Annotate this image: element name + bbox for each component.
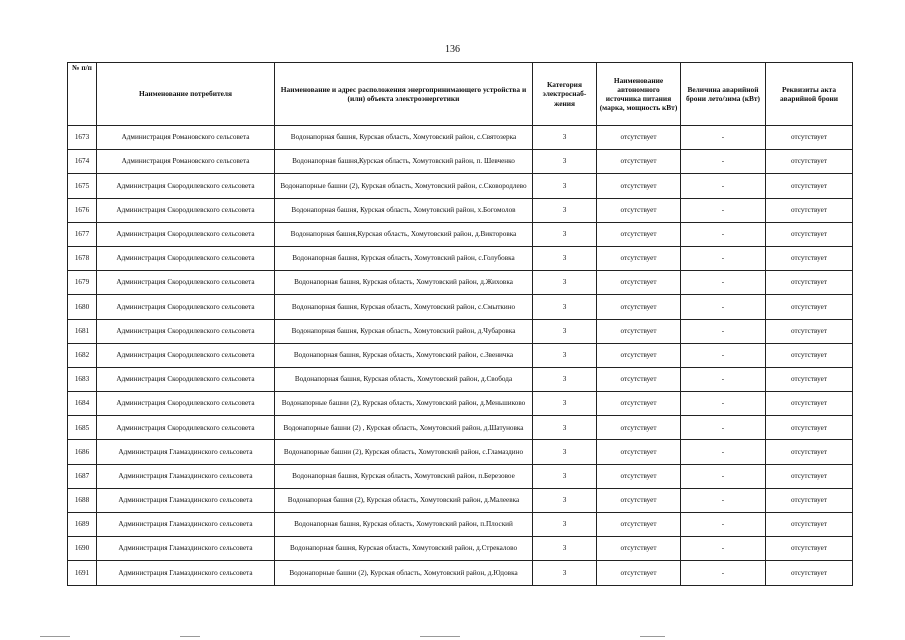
act-details: отсутствует	[766, 319, 853, 343]
table-body	[68, 126, 853, 586]
supply-category: 3	[533, 392, 597, 416]
autonomous-source: отсутствует	[597, 537, 681, 561]
table-row	[68, 513, 853, 537]
row-number: 1686	[68, 440, 97, 464]
consumer-name: Администрация Скородилевского сельсовета	[97, 392, 275, 416]
reserve-value: -	[681, 126, 766, 150]
consumer-name: Администрация Скородилевского сельсовета	[97, 246, 275, 270]
reserve-value: -	[681, 150, 766, 174]
table-row	[68, 440, 853, 464]
reserve-value: -	[681, 174, 766, 198]
object-address: Водонапорная башня (2), Курская область, Хомутовский район, д.Малеевка	[275, 488, 533, 512]
autonomous-source: отсутствует	[597, 343, 681, 367]
supply-category: 3	[533, 271, 597, 295]
supply-category: 3	[533, 246, 597, 270]
reserve-value: -	[681, 488, 766, 512]
row-number: 1689	[68, 513, 97, 537]
reserve-value: -	[681, 392, 766, 416]
object-address: Водонапорные башни (2), Курская область, Хомутовский район, с.Сковородлево	[275, 174, 533, 198]
header-object: Наименование и адрес расположения энергопринимающего устройства и (или) объекта электроэнергетики	[275, 63, 533, 126]
autonomous-source: отсутствует	[597, 126, 681, 150]
object-address: Водонапорная башня,Курская область, Хомутовский район, д.Викторовка	[275, 222, 533, 246]
consumer-name: Администрация Гламаздинского сельсовета	[97, 561, 275, 585]
table-row	[68, 319, 853, 343]
autonomous-source: отсутствует	[597, 440, 681, 464]
header-num: № п/п	[68, 63, 97, 126]
reserve-value: -	[681, 537, 766, 561]
table-header-row	[68, 63, 853, 126]
header-consumer: Наименование потребителя	[97, 63, 275, 126]
row-number: 1685	[68, 416, 97, 440]
row-number: 1690	[68, 537, 97, 561]
act-details: отсутствует	[766, 222, 853, 246]
object-address: Водонапорная башня, Курская область, Хомутовский район, х.Богомолов	[275, 198, 533, 222]
row-number: 1677	[68, 222, 97, 246]
supply-category: 3	[533, 150, 597, 174]
autonomous-source: отсутствует	[597, 416, 681, 440]
reserve-value: -	[681, 561, 766, 585]
table-row	[68, 198, 853, 222]
page-number: 136	[445, 44, 460, 55]
autonomous-source: отсутствует	[597, 174, 681, 198]
act-details: отсутствует	[766, 271, 853, 295]
header-reserve: Величина аварийной брони лето/зима (кВт)	[681, 63, 766, 126]
supply-category: 3	[533, 126, 597, 150]
header-source: Наименование автономного источника питания (марка, мощность кВт)	[597, 63, 681, 126]
act-details: отсутствует	[766, 537, 853, 561]
row-number: 1687	[68, 464, 97, 488]
row-number: 1680	[68, 295, 97, 319]
supply-category: 3	[533, 343, 597, 367]
autonomous-source: отсутствует	[597, 246, 681, 270]
supply-category: 3	[533, 488, 597, 512]
autonomous-source: отсутствует	[597, 513, 681, 537]
consumer-name: Администрация Скородилевского сельсовета	[97, 174, 275, 198]
reserve-value: -	[681, 513, 766, 537]
supply-category: 3	[533, 222, 597, 246]
act-details: отсутствует	[766, 295, 853, 319]
autonomous-source: отсутствует	[597, 464, 681, 488]
act-details: отсутствует	[766, 246, 853, 270]
table-row	[68, 246, 853, 270]
act-details: отсутствует	[766, 343, 853, 367]
object-address: Водонапорные башни (2), Курская область, Хомутовский район, д.Меньшиково	[275, 392, 533, 416]
consumer-name: Администрация Гламаздинского сельсовета	[97, 440, 275, 464]
row-number: 1673	[68, 126, 97, 150]
row-number: 1682	[68, 343, 97, 367]
reserve-value: -	[681, 440, 766, 464]
table-row	[68, 343, 853, 367]
autonomous-source: отсутствует	[597, 295, 681, 319]
object-address: Водонапорная башня, Курская область, Хомутовский район, п.Плоский	[275, 513, 533, 537]
table-row	[68, 174, 853, 198]
supply-category: 3	[533, 198, 597, 222]
table-row	[68, 271, 853, 295]
autonomous-source: отсутствует	[597, 271, 681, 295]
reserve-value: -	[681, 295, 766, 319]
act-details: отсутствует	[766, 126, 853, 150]
autonomous-source: отсутствует	[597, 198, 681, 222]
supply-category: 3	[533, 561, 597, 585]
supply-category: 3	[533, 464, 597, 488]
consumer-name: Администрация Скородилевского сельсовета	[97, 416, 275, 440]
reserve-registry-table	[67, 62, 853, 586]
table-row	[68, 295, 853, 319]
table-row	[68, 367, 853, 391]
table-row	[68, 126, 853, 150]
consumer-name: Администрация Скородилевского сельсовета	[97, 222, 275, 246]
object-address: Водонапорная башня,Курская область, Хомутовский район, п. Шевченко	[275, 150, 533, 174]
table-row	[68, 416, 853, 440]
autonomous-source: отсутствует	[597, 319, 681, 343]
supply-category: 3	[533, 319, 597, 343]
consumer-name: Администрация Скородилевского сельсовета	[97, 271, 275, 295]
object-address: Водонапорная башня, Курская область, Хомутовский район, д.Жиховка	[275, 271, 533, 295]
supply-category: 3	[533, 513, 597, 537]
object-address: Водонапорная башня, Курская область, Хомутовский район, с.Святозерка	[275, 126, 533, 150]
supply-category: 3	[533, 416, 597, 440]
reserve-value: -	[681, 246, 766, 270]
reserve-value: -	[681, 367, 766, 391]
act-details: отсутствует	[766, 440, 853, 464]
row-number: 1681	[68, 319, 97, 343]
table-row	[68, 150, 853, 174]
reserve-value: -	[681, 198, 766, 222]
row-number: 1684	[68, 392, 97, 416]
header-category: Категория электроснаб-жения	[533, 63, 597, 126]
act-details: отсутствует	[766, 513, 853, 537]
row-number: 1675	[68, 174, 97, 198]
supply-category: 3	[533, 174, 597, 198]
autonomous-source: отсутствует	[597, 222, 681, 246]
act-details: отсутствует	[766, 150, 853, 174]
consumer-name: Администрация Романовского сельсовета	[97, 150, 275, 174]
autonomous-source: отсутствует	[597, 488, 681, 512]
object-address: Водонапорная башня, Курская область, Хомутовский район, с.Смыткино	[275, 295, 533, 319]
consumer-name: Администрация Романовского сельсовета	[97, 126, 275, 150]
object-address: Водонапорные башни (2) , Курская область, Хомутовский район, д.Шатуновка	[275, 416, 533, 440]
object-address: Водонапорная башня, Курская область, Хомутовский район, с.Звеничка	[275, 343, 533, 367]
reserve-value: -	[681, 319, 766, 343]
table-row	[68, 222, 853, 246]
act-details: отсутствует	[766, 174, 853, 198]
consumer-name: Администрация Скородилевского сельсовета	[97, 198, 275, 222]
object-address: Водонапорная башня, Курская область, Хомутовский район, п.Березовое	[275, 464, 533, 488]
row-number: 1674	[68, 150, 97, 174]
consumer-name: Администрация Гламаздинского сельсовета	[97, 513, 275, 537]
row-number: 1676	[68, 198, 97, 222]
reserve-value: -	[681, 271, 766, 295]
reserve-value: -	[681, 464, 766, 488]
consumer-name: Администрация Гламаздинского сельсовета	[97, 537, 275, 561]
table-row	[68, 464, 853, 488]
act-details: отсутствует	[766, 392, 853, 416]
table-row	[68, 392, 853, 416]
header-act: Реквизиты акта аварийной брони	[766, 63, 853, 126]
supply-category: 3	[533, 295, 597, 319]
consumer-name: Администрация Скородилевского сельсовета	[97, 319, 275, 343]
act-details: отсутствует	[766, 488, 853, 512]
act-details: отсутствует	[766, 464, 853, 488]
act-details: отсутствует	[766, 367, 853, 391]
reserve-value: -	[681, 343, 766, 367]
table-row	[68, 537, 853, 561]
scan-edge-marks	[0, 634, 905, 638]
object-address: Водонапорная башня, Курская область, Хомутовский район, с.Голубовка	[275, 246, 533, 270]
reserve-value: -	[681, 416, 766, 440]
act-details: отсутствует	[766, 416, 853, 440]
row-number: 1691	[68, 561, 97, 585]
autonomous-source: отсутствует	[597, 150, 681, 174]
row-number: 1688	[68, 488, 97, 512]
object-address: Водонапорные башни (2), Курская область, Хомутовский район, д.Юдовка	[275, 561, 533, 585]
table-row	[68, 488, 853, 512]
supply-category: 3	[533, 367, 597, 391]
row-number: 1678	[68, 246, 97, 270]
row-number: 1683	[68, 367, 97, 391]
act-details: отсутствует	[766, 198, 853, 222]
consumer-name: Администрация Гламаздинского сельсовета	[97, 488, 275, 512]
act-details: отсутствует	[766, 561, 853, 585]
reserve-value: -	[681, 222, 766, 246]
consumer-name: Администрация Скородилевского сельсовета	[97, 295, 275, 319]
object-address: Водонапорная башня, Курская область, Хомутовский район, д.Чубаровка	[275, 319, 533, 343]
autonomous-source: отсутствует	[597, 392, 681, 416]
autonomous-source: отсутствует	[597, 367, 681, 391]
consumer-name: Администрация Гламаздинского сельсовета	[97, 464, 275, 488]
consumer-name: Администрация Скородилевского сельсовета	[97, 367, 275, 391]
autonomous-source: отсутствует	[597, 561, 681, 585]
consumer-name: Администрация Скородилевского сельсовета	[97, 343, 275, 367]
object-address: Водонапорная башня, Курская область, Хомутовский район, д.Стрекалово	[275, 537, 533, 561]
table-row	[68, 561, 853, 585]
row-number: 1679	[68, 271, 97, 295]
object-address: Водонапорные башни (2), Курская область, Хомутовский район, с.Гламаздино	[275, 440, 533, 464]
supply-category: 3	[533, 537, 597, 561]
supply-category: 3	[533, 440, 597, 464]
object-address: Водонапорная башня, Курская область, Хомутовский район, д.Свобода	[275, 367, 533, 391]
